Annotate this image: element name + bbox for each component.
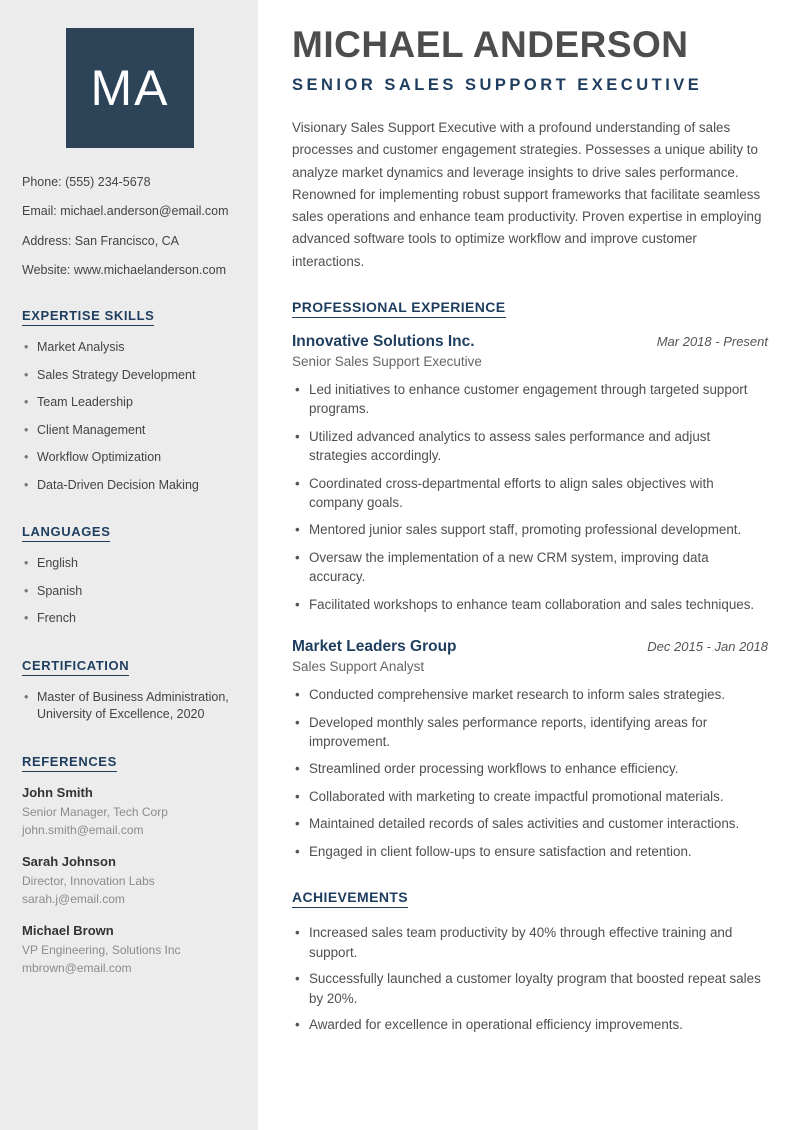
job-header: [292, 638, 768, 656]
experience-heading: PROFESSIONAL EXPERIENCE: [292, 299, 506, 318]
certification-item: • Master of Business Administration, University of Excellence, 2020: [22, 689, 238, 724]
skills-heading: EXPERTISE SKILLS: [22, 308, 154, 326]
experience-job: [292, 638, 768, 861]
monogram-initials: MA: [90, 60, 170, 116]
job-bullet: • Utilized advanced analytics to assess sales performance and adjust strategies accordingly.: [292, 427, 768, 466]
summary-paragraph: Visionary Sales Support Executive with a profound understanding of sales processes and customer engagement strategies. Possesses a unique ability to analyze market dynamics and leverage insights to drive sales performance. Renowned for implementing robust support frameworks that facilitate seamless sales operations and enhance team productivity. Proven expertise in employing advanced software tools to optimize workflow and improve customer interactions.: [292, 120, 762, 269]
job-bullet: • Collaborated with marketing to create impactful promotional materials.: [292, 787, 768, 806]
reference-name: Sarah Johnson: [22, 853, 116, 869]
job-bullet: • Oversaw the implementation of a new CRM system, improving data accuracy.: [292, 548, 768, 587]
skill-item: • Data-Driven Decision Making: [22, 477, 238, 495]
job-bullets: [292, 685, 768, 861]
reference-name: John Smith: [22, 784, 93, 800]
certification-list: [22, 689, 238, 724]
achievement-item: • Successfully launched a customer loyalty program that boosted repeat sales by 20%.: [292, 969, 768, 1008]
job-dates: Dec 2015 - Jan 2018: [647, 639, 768, 655]
reference-email: john.smith@email.com: [22, 822, 144, 837]
main-column: [258, 0, 800, 1130]
skills-list: [22, 339, 238, 494]
job-role: Sales Support Analyst: [292, 659, 425, 675]
job-bullet: • Maintained detailed records of sales activities and customer interactions.: [292, 814, 768, 833]
skill-item: • Client Management: [22, 422, 238, 440]
job-bullet: • Facilitated workshops to enhance team collaboration and sales techniques.: [292, 595, 768, 614]
job-bullet: • Led initiatives to enhance customer engagement through targeted support programs.: [292, 380, 768, 419]
reference-title: Senior Manager, Tech Corp: [22, 804, 168, 819]
skill-item: • Team Leadership: [22, 394, 238, 412]
contact-info: [22, 174, 238, 278]
contact-line: Phone: (555) 234-5678: [22, 175, 151, 189]
job-bullet: • Engaged in client follow-ups to ensure satisfaction and retention.: [292, 842, 768, 861]
job-company: Market Leaders Group: [292, 638, 457, 656]
job-company: Innovative Solutions Inc.: [292, 332, 475, 350]
job-bullet: • Developed monthly sales performance reports, identifying areas for improvement.: [292, 713, 768, 752]
achievements-list: [292, 923, 768, 1034]
reference-name: Michael Brown: [22, 922, 114, 938]
achievement-item: • Increased sales team productivity by 40% through effective training and support.: [292, 923, 768, 962]
language-item: • French: [22, 610, 238, 628]
contact-line: Website: www.michaelanderson.com: [22, 262, 227, 277]
achievements-heading: ACHIEVEMENTS: [292, 889, 408, 908]
language-item: • English: [22, 555, 238, 573]
reference-item: [22, 923, 238, 977]
contact-line: Address: San Francisco, CA: [22, 233, 180, 248]
achievements-section: [292, 889, 768, 1034]
skill-item: • Market Analysis: [22, 339, 238, 357]
skill-item: • Sales Strategy Development: [22, 367, 238, 385]
candidate-name: MICHAEL ANDERSON: [292, 24, 689, 65]
achievement-item: • Awarded for excellence in operational efficiency improvements.: [292, 1015, 768, 1034]
monogram-badge: [66, 28, 194, 148]
sidebar: [0, 0, 258, 1130]
candidate-title: SENIOR SALES SUPPORT EXECUTIVE: [292, 76, 703, 94]
certification-heading: CERTIFICATION: [22, 658, 129, 676]
reference-item: [22, 854, 238, 908]
job-bullet: • Coordinated cross-departmental efforts to align sales objectives with company goals.: [292, 474, 768, 513]
job-bullets: [292, 380, 768, 614]
job-header: [292, 333, 768, 351]
experience-section: [292, 299, 768, 861]
job-bullet: • Mentored junior sales support staff, promoting professional development.: [292, 520, 768, 539]
contact-line: Email: michael.anderson@email.com: [22, 204, 229, 219]
reference-email: sarah.j@email.com: [22, 891, 125, 906]
references-heading: REFERENCES: [22, 754, 117, 772]
references-list: [22, 785, 238, 977]
experience-job: [292, 333, 768, 614]
job-bullet: • Conducted comprehensive market research to inform sales strategies.: [292, 685, 768, 704]
job-bullet: • Streamlined order processing workflows to enhance efficiency.: [292, 759, 768, 778]
reference-title: VP Engineering, Solutions Inc: [22, 942, 181, 957]
job-dates: Mar 2018 - Present: [656, 333, 768, 349]
skill-item: • Workflow Optimization: [22, 449, 238, 467]
languages-heading: LANGUAGES: [22, 524, 110, 542]
reference-item: [22, 785, 238, 839]
language-item: • Spanish: [22, 583, 238, 601]
reference-title: Director, Innovation Labs: [22, 873, 155, 888]
job-role: Senior Sales Support Executive: [292, 353, 482, 369]
languages-list: [22, 555, 238, 628]
reference-email: mbrown@email.com: [22, 960, 132, 975]
